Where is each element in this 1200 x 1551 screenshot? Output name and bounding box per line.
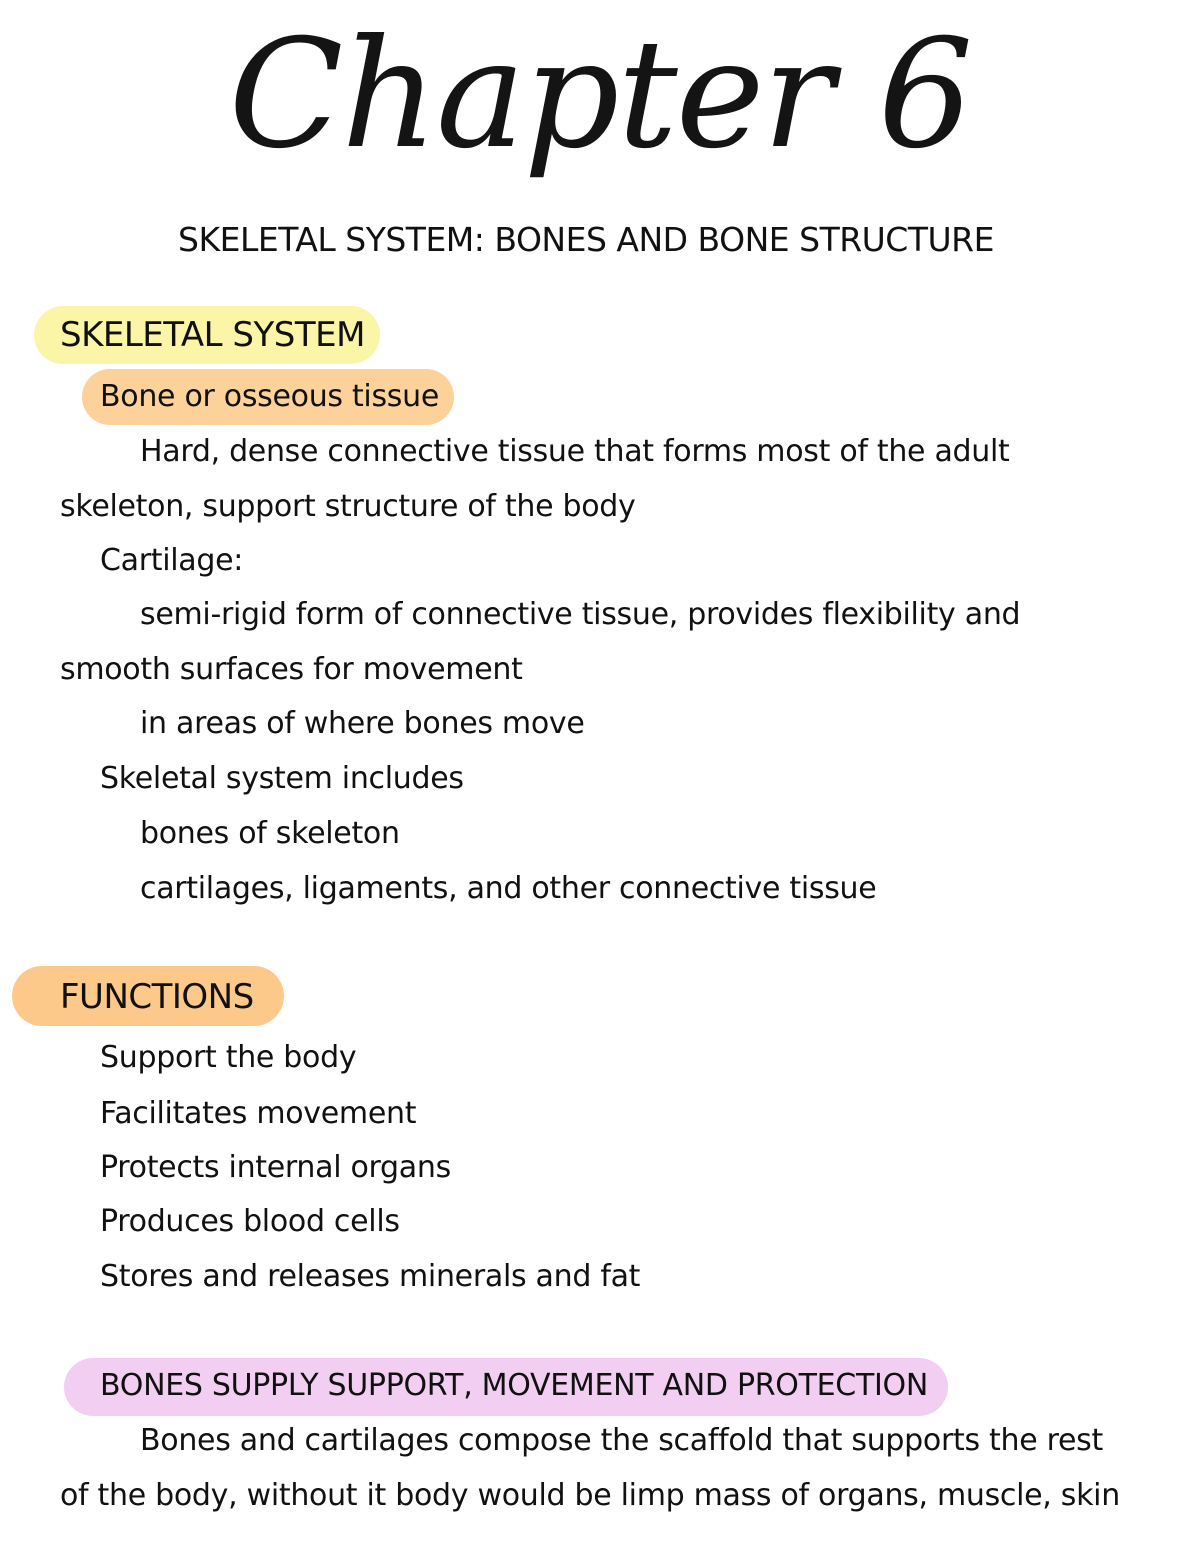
text-line: smooth surfaces for movement <box>60 652 523 687</box>
text-line: semi-rigid form of connective tissue, provides flexibility and <box>140 597 1021 632</box>
text-line: cartilages, ligaments, and other connective tissue <box>140 871 877 906</box>
text-line: skeleton, support structure of the body <box>60 489 636 524</box>
list-item: Facilitates movement <box>100 1096 417 1131</box>
list-item: Produces blood cells <box>100 1204 400 1239</box>
functions-heading: FUNCTIONS <box>60 977 254 1017</box>
page-subtitle: SKELETAL SYSTEM: BONES AND BONE STRUCTURE <box>178 220 994 259</box>
text-line: Skeletal system includes <box>100 761 464 796</box>
text-line: in areas of where bones move <box>140 706 585 741</box>
text-line: of the body, without it body would be limp mass of organs, muscle, skin <box>60 1478 1120 1513</box>
list-item: Stores and releases minerals and fat <box>100 1259 641 1294</box>
skeletal-system-heading: SKELETAL SYSTEM <box>60 315 365 355</box>
bone-tissue-subheading: Bone or osseous tissue <box>100 379 440 414</box>
text-line: bones of skeleton <box>140 816 400 851</box>
page-title: Chapter 6 <box>228 8 972 182</box>
text-line: Hard, dense connective tissue that forms most of the adult <box>140 434 1010 469</box>
list-item: Protects internal organs <box>100 1150 451 1185</box>
list-item: Support the body <box>100 1040 357 1075</box>
bones-supply-heading: BONES SUPPLY SUPPORT, MOVEMENT AND PROTECTION <box>100 1368 928 1403</box>
text-line: Bones and cartilages compose the scaffold that supports the rest <box>140 1423 1103 1458</box>
text-line: Cartilage: <box>100 543 244 578</box>
